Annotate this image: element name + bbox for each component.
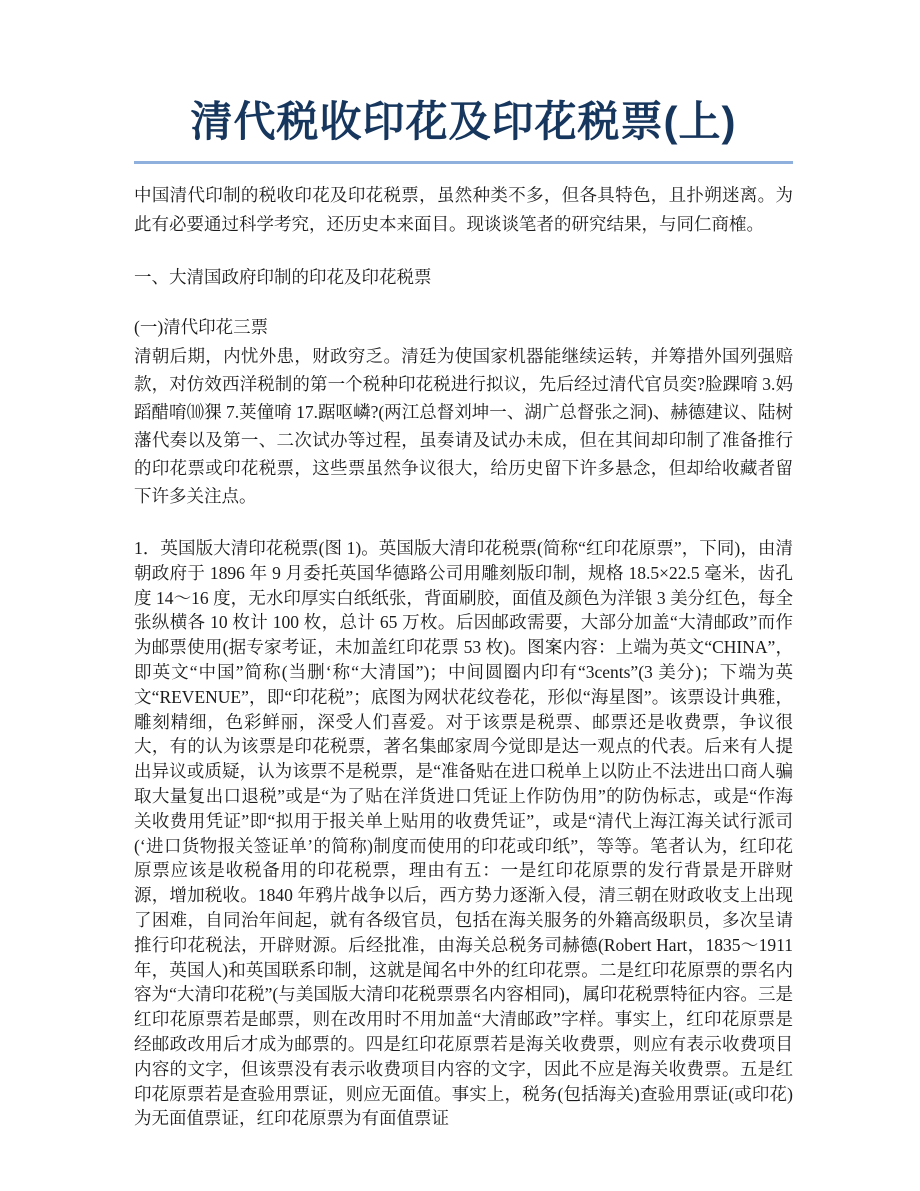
section-heading-1: 一、大清国政府印制的印花及印花税票 xyxy=(134,267,432,287)
paragraph-qing-background: 清朝后期，内忧外患，财政穷乏。清廷为使国家机器能继续运转，并筹措外国列强赔款，对仿效西洋税制的第一个税种印花税进行拟议，先后经过清代官员奕?脸踝唷 3.妈蹈醋唷⑽猓 7.荚僮唷 17.踞呕嶙?(两江总督刘坤一、湖广总督张之洞)、赫德建议、陆树藩代奏以及第一、二次试办等过程，虽奏请及试办未成，但在其间却印制了准备推行的印花票或印花税票，这些票虽然争议很大，给历史留下许多悬念，但却给收藏者留下许多关注点。 xyxy=(134,346,793,506)
title-divider xyxy=(134,161,793,164)
paragraph-item-1-british-stamp: 1．英国版大清印花税票(图 1)。英国版大清印花税票(简称“红印花原票”，下同)，由清朝政府于 1896 年 9 月委托英国华德路公司用雕刻版印制，规格 18.5×22.5 毫米，齿孔度 14～16 度，无水印厚实白纸纸张，背面刷胶，面值及颜色为洋银 3 美分红色，每全张纵横各 10 枚计 100 枚，总计 65 万枚。后因邮政需要，大部分加盖“大清邮政”而作为邮票使用(据专家考证，未加盖红印花票 53 枚)。图案内容：上端为英文“CHINA”，即英文“中国”简称(当删‘称“大清国”)；中间圆圈内印有“3cents”(3 美分)；下端为英文“REVENUE”，即“印花税”；底图为网状花纹卷花，形似“海星图”。该票设计典雅，雕刻精细，色彩鲜丽，深受人们喜爱。对于该票是税票、邮票还是收费票，争议很大，有的认为该票是印花税票，著名集邮家周今觉即是达一观点的代表。后来有人提出异议或质疑，认为该票不是税票，是“准备贴在进口税单上以防止不法进出口商人骗取大量复出口退税”或是“为了贴在洋货进口凭证上作防伪用”的防伪标志，或是“作海关收费用凭证”即“拟用于报关单上贴用的收费凭证”，或是“清代上海江海关试行派司(‘进口货物报关签证单’的简称)制度而使用的印花或印纸”，等等。笔者认为，红印花原票应该是收税备用的印花税票，理由有五：一是红印花原票的发行背景是开辟财源，增加税收。1840 年鸦片战争以后，西方势力逐渐入侵，清三朝在财政收支上出现了困难，自同治年间起，就有各级官员，包括在海关服务的外籍高级职员，多次呈请推行印花税法，开辟财源。后经批准，由海关总税务司赫德(Robert Hart，1835～1911 年，英国人)和英国联系印制，这就是闻名中外的红印花票。二是红印花原票的票名内容为“大清印花税”(与美国版大清印花税票票名内容相同)，属印花税票特征内容。三是红印花原票若是邮票，则在改用时不用加盖“大清邮政”字样。事实上，红印花原票是经邮政改用后才成为邮票的。四是红印花原票若是海关收费票，则应有表示收费项目内容的文字，但该票没有表示收费项目内容的文字，因此不应是海关收费票。五是红印花原票若是查验用票证，则应无面值。事实上，税务(包括海关)查验用票证(或印花)为无面值票证，红印花原票为有面值票证 xyxy=(134,538,793,1129)
page-title: 清代税收印花及印花税票(上) xyxy=(190,98,737,145)
intro-paragraph: 中国清代印制的税收印花及印花税票，虽然种类不多，但各具特色，且扑朔迷离。为此有必要通过科学考究，还历史本来面目。现谈谈笔者的研究结果，与同仁商榷。 xyxy=(134,185,793,234)
subsection-heading-1: (一)清代印花三票 xyxy=(134,317,269,337)
